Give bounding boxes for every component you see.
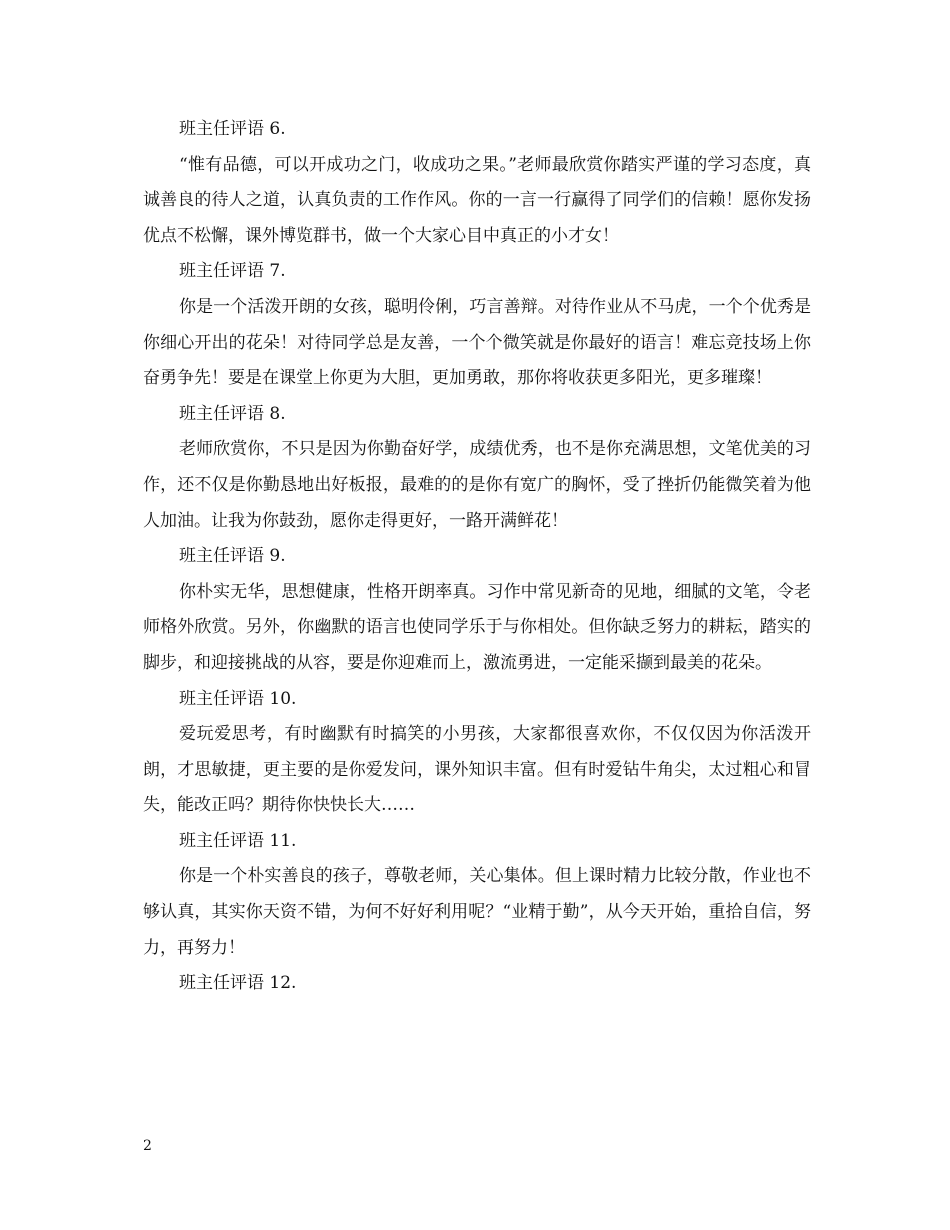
- section-heading: 班主任评语 8.: [179, 403, 286, 424]
- section-paragraph: 你是一个朴实善良的孩子，尊敬老师，关心集体。但上课时精力比较分散，作业也不够认真，其实你天资不错，为何不好好利用呢？“业精于勤”，从今天开始，重拾自信，努力，再努力！: [143, 866, 811, 958]
- section-heading: 班主任评语 6.: [179, 119, 286, 139]
- section-heading: 班主任评语 9.: [179, 546, 286, 567]
- section-heading-last: 班主任评语 12.: [179, 973, 297, 994]
- section-paragraph: 你是一个活泼开朗的女孩，聪明伶俐，巧言善辩。对待作业从不马虎，一个个优秀是你细心开出的花朵！对待同学总是友善，一个个微笑就是你最好的语言！难忘竞技场上你奋勇争先！要是在课堂上你更为大胆，更加勇敢，那你将收获更多阳光，更多璀璨！: [143, 296, 811, 389]
- section-paragraph: 老师欣赏你，不只是因为你勤奋好学，成绩优秀，也不是你充满思想，文笔优美的习作，还不仅是你勤恳地出好板报，最难的的是你有宽广的胸怀，受了挫折仍能微笑着为他人加油。让我为你鼓劲，愿你走得更好，一路开满鲜花！: [143, 439, 811, 531]
- page-number: 2: [143, 1138, 152, 1154]
- section-heading: 班主任评语 10.: [179, 688, 297, 709]
- section-heading: 班主任评语 11.: [179, 830, 297, 851]
- section-paragraph: 爱玩爱思考，有时幽默有时搞笑的小男孩，大家都很喜欢你，不仅仅因为你活泼开朗，才思敏捷，更主要的是你爱发问，课外知识丰富。但有时爱钻牛角尖，太过粗心和冒失，能改正吗？期待你快快长大……: [143, 724, 811, 816]
- document-body: [143, 112, 811, 1002]
- section-heading: 班主任评语 7.: [179, 261, 286, 282]
- section-paragraph: 你朴实无华，思想健康，性格开朗率真。习作中常见新奇的见地，细腻的文笔，令老师格外欣赏。另外，你幽默的语言也使同学乐于与你相处。但你缺乏努力的耕耘，踏实的脚步，和迎接挑战的从容，要是你迎难而上，激流勇进，一定能采撷到最美的花朵。: [143, 581, 811, 673]
- section-paragraph: “惟有品德，可以开成功之门，收成功之果。”老师最欣赏你踏实严谨的学习态度，真诚善良的待人之道，认真负责的工作作风。你的一言一行赢得了同学们的信赖！愿你发扬优点不松懈，课外博览群书，做一个大家心目中真正的小才女！: [143, 154, 811, 246]
